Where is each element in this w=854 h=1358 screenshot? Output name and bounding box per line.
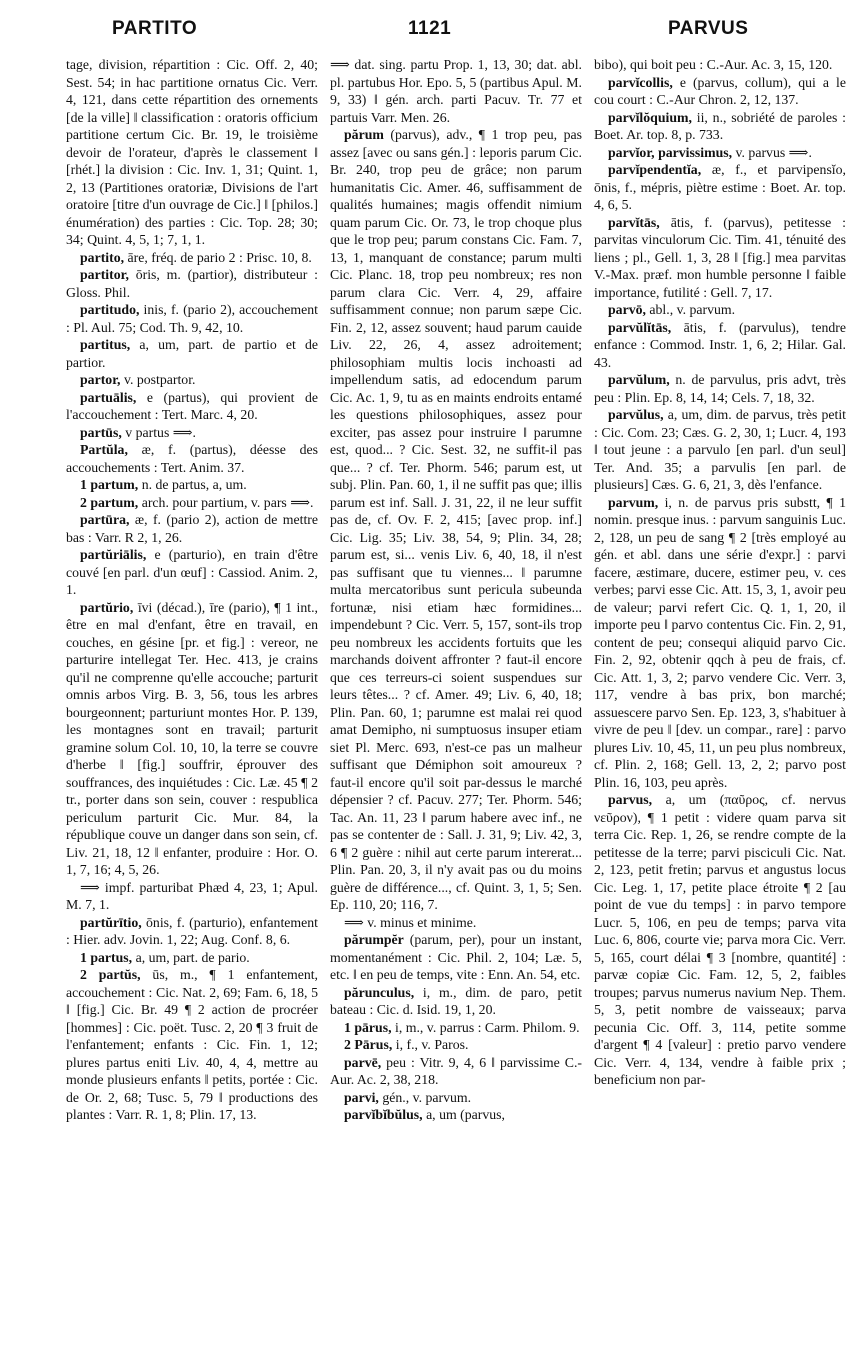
entry-headword: parvi, — [344, 1089, 379, 1105]
entry-text: v partus ⟹. — [125, 424, 196, 440]
entry-text: ii, n., sobriété de paroles : Boet. Ar. top. 8, p. 733. — [594, 109, 846, 142]
dictionary-entry — [66, 301, 318, 336]
dictionary-entry — [66, 441, 318, 476]
entry-text: e (partus), qui provient de l'accouchement : Tert. Marc. 4, 20. — [66, 389, 318, 422]
entry-text: ātis, f. (parvus), petitesse : parvitas vinculorum Cic. Tim. 41, ténuité des liens ; pl., Gell. 1, 3, 28 ‖ [fig.] mea parvitas V.-Max. præf. mon humble personne ‖ faible importance, futilité : Gell. 7, 17. — [594, 214, 846, 300]
dictionary-entry — [594, 214, 846, 302]
entry-text: a, um (παῦρος, cf. nervus νεῦρον), ¶ 1 petit : videre quam parva sit terra Cic. Rep. 1, 26, se rendre compte de la petitesse de la terre; parvi pisciculi Cic. Nat. 2, 123, petit fretin; parvus et angustus locus Cic. Leg. 1, 17, petite place étroite ¶ 2 [au point de vue du temps] : in parvo tempore Lucr. 5, 106, en peu de temps; parva vita Luc. 6, 806, courte vie; parva mora Cic. Verr. 5, 165, court délai ¶ 3 [nombre, quantité] : parvæ copiæ Cic. Fam. 12, 5, 2, faibles troupes; parvus numerus navium Nep. Them. 5, 3, petit nombre de vaisseaux; parva pecunia Cic. Off. 3, 114, petite somme d'argent ¶ 4 [valeur] : pretio parvo vendere Cic. Verr. 4, 134, vendre à faible prix ; beneficium non par- — [594, 792, 846, 1087]
dictionary-entry — [330, 56, 582, 126]
dictionary-entry — [330, 1106, 582, 1124]
dictionary-entry — [66, 494, 318, 512]
entry-headword: parvĭcollis, — [608, 74, 673, 90]
entry-text: abl., v. parvum. — [649, 302, 736, 317]
entry-headword: 1 pārus, — [344, 1019, 392, 1035]
dictionary-entry — [66, 966, 318, 1124]
entry-text: bibo), qui boit peu : C.-Aur. Ac. 3, 15, 120. — [594, 57, 833, 72]
entry-text: e (parturio), en train d'être couvé [en parl. d'un œuf] : Cassiod. Anim. 2, 1. — [66, 547, 318, 597]
dictionary-entry — [66, 511, 318, 546]
column-2 — [330, 56, 582, 1352]
entry-text: i, m., dim. de paro, petit bateau : Cic. d. Isid. 19, 1, 20. — [330, 984, 582, 1017]
dictionary-entry — [330, 914, 582, 932]
entry-headword: parvĭpendentĭa, — [608, 162, 702, 177]
entry-text: a, um, dim. de parvus, très petit : Cic. Com. 23; Cæs. G. 2, 30, 1; Lucr. 4, 193 ‖ tout jeune : a parvulo [en parl. d'un seul] Ter. And. 35; a parvulis [en parl. de plusieurs] Cæs. G. 6, 21, 3, dès l'enfance. — [594, 407, 846, 492]
entry-text: æ, f. (partus), déesse des accouchements : Tert. Anim. 37. — [66, 442, 318, 475]
entry-text: (parum, per), pour un instant, momentanément : Cic. Phil. 2, 104; Læ. 5, etc. ‖ en peu de temps, vite : Enn. An. 54, etc. — [330, 932, 582, 982]
dictionary-entry — [594, 791, 846, 1089]
entry-headword: partitudo, — [80, 302, 140, 317]
entry-headword: parvĭbĭbŭlus, — [344, 1107, 423, 1122]
entry-text: (parvus), adv., ¶ 1 trop peu, pas assez [avec ou sans gén.] : leporis parum Cic. Br. 240, trop peu de grâce; non parum humanitatis Cic. Amer. 46, suffisamment de qualités humaines; magis offendit nimium quam parum Cic. Or. 73, le trop choque plus que le trop peu; parum constans Cic. Fam. 7, 13, 1, manquant de constance; parum multi Cic. Planc. 18, trop peu nombreux; res non parum clara Cic. Verr. 4, 29, affaire suffisamment connue; non parum sæpe Cic. Fin. 2, 12, assez souvent; haud parum cauide Liv. 22, 26, 4, assez adroitement; philosophiam multis locis inchoasti ad impellendum satis, ad edocendum parum Cic. Ac. 1, 9, tu as en maints endroits entamé les questions philosophiques, assez pour exciter, pas assez pour instruire ‖ parumne est, quod... ? Cic. Sest. 32, ne suffit-il pas que... ? cf. Ter. Phorm. 546; parum est, ut subj. Plin. Pan. 60, 1, il ne suffit pas que; illis parum est inf. Sall. J. 31, 22, il ne leur suffit pas de, cf. Ov. F. 2, 415; [avec prop. inf.] Cic. Lig. 35; Liv. 38, 54, 9; Plin. 34, 28; parum est, si... venis Liv. 6, 40, 18, il n'est pas suffisant que tu viennes... ‖ parumne multa mercatoribus sunt pericula subeunda fortunæ, nisi etiam hæc formidines... impendebunt ? Cic. Verr. 5, 157, sont-ils trop peu nombreux les accidents fortuits que les marchands doivent affronter ? faut-il encore que ces terreurs-ci soient suspendues sur leurs têtes... ? cf. Amer. 49; Liv. 6, 40, 18; Plin. Pan. 60, 1; parumne est malai rei quod amat Demipho, ni sumptuosus insuper etiam siet Pl. Merc. 693, n'est-ce pas un malheur suffisant que Démiphon soit amoureux ? faut-il encore qu'il soit par-dessus le marché dépensier ? cf. Pacuv. 277; Ter. Phorm. 546; Tac. An. 11, 23 ‖ parum habere avec inf., ne pas se contenter de : Sall. J. 31, 9; Liv. 42, 3, 6 ¶ 2 guère : nihil aut certe parum intererat... Plin. Pan. 20, 3, il n'y avait pas ou du moins guère de différence..., cf. Quint. 3, 1, 5; Sen. Ep. 110, 20; 116, 7. — [330, 127, 582, 912]
dictionary-entry — [330, 1036, 582, 1054]
entry-headword: parvō, — [608, 302, 646, 317]
entry-headword: partuālis, — [80, 389, 137, 405]
entry-headword: părumpĕr — [344, 932, 404, 947]
entry-text: i, m., v. parrus : Carm. Philom. 9. — [395, 1019, 580, 1035]
entry-text: n. de partus, a, um. — [141, 477, 247, 492]
dictionary-entry — [66, 546, 318, 599]
entry-text: æ, f. (pario 2), action de mettre bas : Varr. R 2, 1, 26. — [66, 512, 318, 545]
dictionary-entry — [66, 949, 318, 967]
entry-headword: parvĭtās, — [608, 214, 660, 230]
dictionary-entry — [66, 599, 318, 879]
header-right-guideword: PARVUS — [668, 18, 749, 39]
entry-headword: 2 Pārus, — [344, 1037, 393, 1052]
dictionary-entry — [594, 494, 846, 792]
entry-text: a, um, part. de pario. — [135, 949, 250, 965]
entry-headword: 2 partum, — [80, 494, 139, 510]
entry-text: ⟹ dat. sing. partu Prop. 1, 13, 30; dat. abl. pl. partubus Hor. Epo. 5, 5 (partibus Apul. M. 9, 33) ‖ gén. arch. parti Pacuv. Tr. 77 et partuis Varr. Men. 26. — [330, 57, 582, 125]
entry-headword: partŭrio, — [80, 599, 134, 615]
dictionary-entry — [594, 56, 846, 74]
dictionary-entry — [594, 371, 846, 406]
entry-headword: Partŭla, — [80, 442, 128, 457]
dictionary-entry — [66, 266, 318, 301]
entry-headword: partŭriālis, — [80, 547, 147, 562]
entry-headword: parvŭlĭtās, — [608, 319, 672, 335]
entry-text: īvi (décad.), īre (pario), ¶ 1 int., être en mal d'enfant, être en travail, en couches, en gésine [pr. et fig.] : vereor, ne parturire intellegat Ter. Hec. 413, je crains qu'il ne comprenne qu'elle accouche; parturit omnis arbos Virg. B. 3, 56, tous les arbres bourgeonnent; parturiunt montes Hor. P. 139, les montagnes sont en travail; parturit gramine solum Col. 10, 10, la terre se couvre d'herbe ‖ [fig.] souffrir, éprouver des souffrances, des inquiétudes : Cic. Læ. 45 ¶ 2 tr., porter dans son sein, couver : respublica periculum parturit Cic. Mur. 84, la république couve un danger dans son sein, cf. Liv. 21, 18, 12 ‖ enfanter, produire : Hor. O. 1, 7, 16; 4, 5, 26. — [66, 599, 318, 877]
entry-headword: partitor, — [80, 267, 129, 282]
entry-headword: părunculus, — [344, 984, 415, 1000]
dictionary-entry — [594, 406, 846, 494]
entry-headword: parvŭlum, — [608, 372, 670, 387]
entry-headword: partor, — [80, 372, 121, 387]
entry-headword: partitus, — [80, 337, 131, 352]
entry-text: inis, f. (pario 2), accouchement : Pl. Aul. 75; Cod. Th. 9, 42, 10. — [66, 302, 318, 335]
dictionary-entry — [66, 56, 318, 249]
page-number: 1121 — [408, 18, 452, 39]
entry-text: ōnis, f. (parturio), enfantement : Hier. adv. Jovin. 1, 22; Aug. Conf. 8, 6. — [66, 914, 318, 947]
dictionary-entry — [66, 424, 318, 442]
entry-headword: partūs, — [80, 424, 122, 440]
dictionary-entry — [66, 879, 318, 914]
dictionary-entry — [594, 319, 846, 372]
header-left-guideword: PARTITO — [112, 18, 198, 39]
entry-text: æ, f., et parvipensĭo, ōnis, f., mépris, piètre estime : Boet. Ar. top. 4, 6, 5. — [594, 162, 846, 212]
dictionary-entry — [330, 1054, 582, 1089]
entry-text: n. de parvulus, pris advt, très peu : Plin. Ep. 8, 14, 14; Cels. 7, 18, 32. — [594, 372, 846, 405]
entry-text: arch. pour partium, v. pars ⟹. — [141, 494, 314, 510]
dictionary-entry — [66, 476, 318, 494]
dictionary-entry — [594, 74, 846, 109]
entry-text: gén., v. parvum. — [382, 1089, 472, 1105]
dictionary-entry — [594, 144, 846, 162]
dictionary-entry — [330, 1019, 582, 1037]
entry-headword: parvus, — [608, 792, 653, 807]
entry-text: a, um, part. de partio et de partior. — [66, 337, 318, 370]
entry-text: e (parvus, collum), qui a le cou court : C.-Aur Chron. 2, 12, 137. — [594, 74, 846, 107]
column-3 — [594, 56, 846, 1352]
text-columns — [66, 56, 850, 1352]
entry-headword: parvum, — [608, 494, 659, 510]
entry-text: ātis, f. (parvulus), tendre enfance : Commod. Instr. 1, 6, 2; Hilar. Gal. 43. — [594, 319, 846, 370]
entry-headword: parvŭlus, — [608, 407, 664, 422]
entry-text: ōris, m. (partior), distributeur : Gloss. Phil. — [66, 267, 318, 300]
dictionary-entry — [66, 336, 318, 371]
entry-headword: 1 partus, — [80, 949, 133, 965]
dictionary-entry — [66, 914, 318, 949]
dictionary-entry — [330, 1089, 582, 1107]
dictionary-entry — [330, 931, 582, 984]
dictionary-entry — [330, 126, 582, 914]
entry-text: v. postpartor. — [123, 372, 196, 387]
dictionary-entry — [66, 249, 318, 267]
entry-text: ⟹ v. minus et minime. — [344, 914, 477, 930]
dictionary-entry — [66, 389, 318, 424]
entry-text: āre, fréq. de pario 2 : Prisc. 10, 8. — [127, 249, 312, 265]
entry-headword: 1 partum, — [80, 477, 139, 492]
dictionary-entry — [330, 984, 582, 1019]
dictionary-entry — [66, 371, 318, 389]
entry-headword: parvĭlŏquium, — [608, 109, 692, 125]
column-1 — [66, 56, 318, 1352]
entry-headword: partito, — [80, 249, 125, 265]
entry-headword: părum — [344, 127, 384, 142]
entry-text: ⟹ impf. parturibat Phæd 4, 23, 1; Apul. M. 7, 1. — [66, 879, 318, 912]
entry-headword: 2 partŭs, — [80, 967, 141, 982]
dictionary-entry — [594, 109, 846, 144]
entry-text: a, um (parvus, — [426, 1107, 505, 1122]
entry-headword: parvĭor, parvissimus, — [608, 144, 733, 160]
running-header — [0, 18, 854, 48]
entry-headword: parvē, — [344, 1054, 382, 1070]
entry-headword: partŭrītio, — [80, 914, 142, 930]
dictionary-entry — [594, 161, 846, 214]
entry-text: tage, division, répartition : Cic. Off. 2, 40; Sest. 54; in hac partitione ornatus Cic. Verr. 4, 121, dans cette répartition des ornements [de la ville] ‖ classification : oratoris officium partitione certum Cic. Br. 19, le troisième devoir de l'orateur, d'après le classement ‖ [rhét.] la division : Cic. Inv. 1, 31; Quint. 1, 2, 13 (Partitiones oratoriæ, Divisions de l'art oratoire [titre d'un ouvrage de Cic.] ‖ [philos.] énumération) des parties : Cic. Top. 28; 30; 34; Quint. 4, 5, 1; 7, 1, 1. — [66, 57, 318, 247]
dictionary-entry — [594, 301, 846, 319]
entry-text: i, f., v. Paros. — [395, 1037, 469, 1052]
entry-text: i, n. de parvus pris substt, ¶ 1 nomin. presque inus. : parvum sanguinis Luc. 2, 128, un peu de sang ¶ 2 [très employé au gén. et abl. dans une série d'expr.] : parvi facere, æstimare, ducere, estimer peu, v. ces verbes; parvi esse Cic. Att. 15, 3, 1, avoir peu de valeur; parvi refert Cic. Q. 1, 1, 20, il importe peu ‖ parvo contentus Cic. Fin. 2, 91, content de peu; consequi aliquid parvo Cic. Fin. 2, 92, obtenir qqch à peu de frais, cf. Cic. Att. 1, 3, 2; parvo vendere Cic. Verr. 3, 117, vendre à bas prix, bon marché; assuescere parvo Sen. Ep. 123, 3, s'habituer à vivre de peu ‖ [dev. un compar., rare] : parvo plures Liv. 10, 45, 11, un peu plus nombreux, cf. Plin. 2, 168; Gell. 13, 2, 2; parvo post Plin. 16, 103, peu après. — [594, 494, 846, 790]
entry-headword: partūra, — [80, 512, 130, 527]
entry-text: ūs, m., ¶ 1 enfantement, accouchement : Cic. Nat. 2, 69; Fam. 6, 18, 5 ‖ [fig.] Cic. Br. 49 ¶ 2 action de procréer [hommes] : Cic. poët. Tusc. 2, 20 ¶ 3 fruit de l'enfantement; enfants : Cic. Fin. 1, 12; plures partus eniti Liv. 40, 4, 4, mettre au monde plusieurs enfants ‖ petits, portée : Cic. de Or. 2, 68; Tusc. 5, 79 ‖ productions des plantes : Varr. R. 1, 8; Plin. 17, 13. — [66, 967, 318, 1122]
entry-text: v. parvus ⟹. — [735, 144, 812, 160]
entry-text: peu : Vitr. 9, 4, 6 ‖ parvissime C.-Aur. Ac. 2, 38, 218. — [330, 1054, 582, 1087]
